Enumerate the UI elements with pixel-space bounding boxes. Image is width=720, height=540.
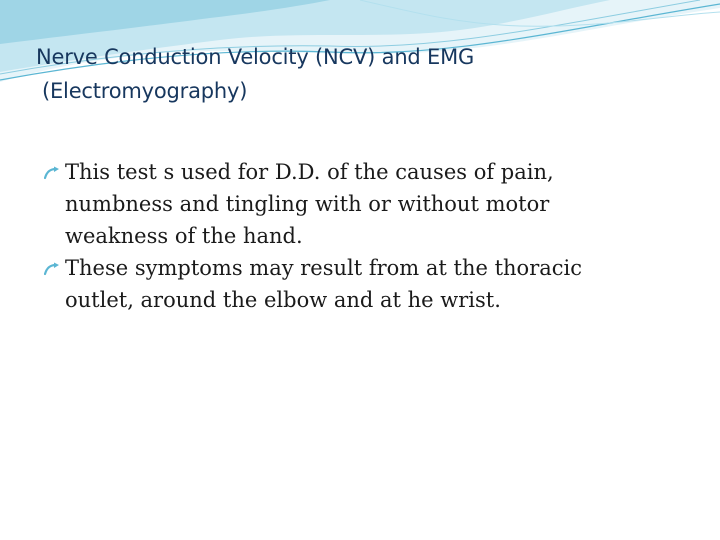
title-line-1: Nerve Conduction Velocity (NCV) and EMG	[36, 45, 475, 69]
bullet-item-1	[44, 156, 664, 252]
bullet-2-line-1: These symptoms may result from at the thoracic	[65, 256, 583, 280]
title-line-2: (Electromyography)	[42, 79, 248, 103]
bullet-2-line-2: outlet, around the elbow and at he wrist.	[65, 288, 501, 312]
bullet-1-line-2: numbness and tingling with or without motor	[65, 192, 550, 216]
slide-title	[36, 40, 656, 108]
bullet-list	[44, 156, 664, 316]
bullet-1-line-3: weakness of the hand.	[65, 224, 303, 248]
curved-arrow-bullet-icon	[44, 166, 60, 180]
bullet-1-line-1: This test s used for D.D. of the causes of pain,	[65, 160, 554, 184]
bullet-item-2	[44, 252, 664, 316]
curved-arrow-bullet-icon	[44, 262, 60, 276]
